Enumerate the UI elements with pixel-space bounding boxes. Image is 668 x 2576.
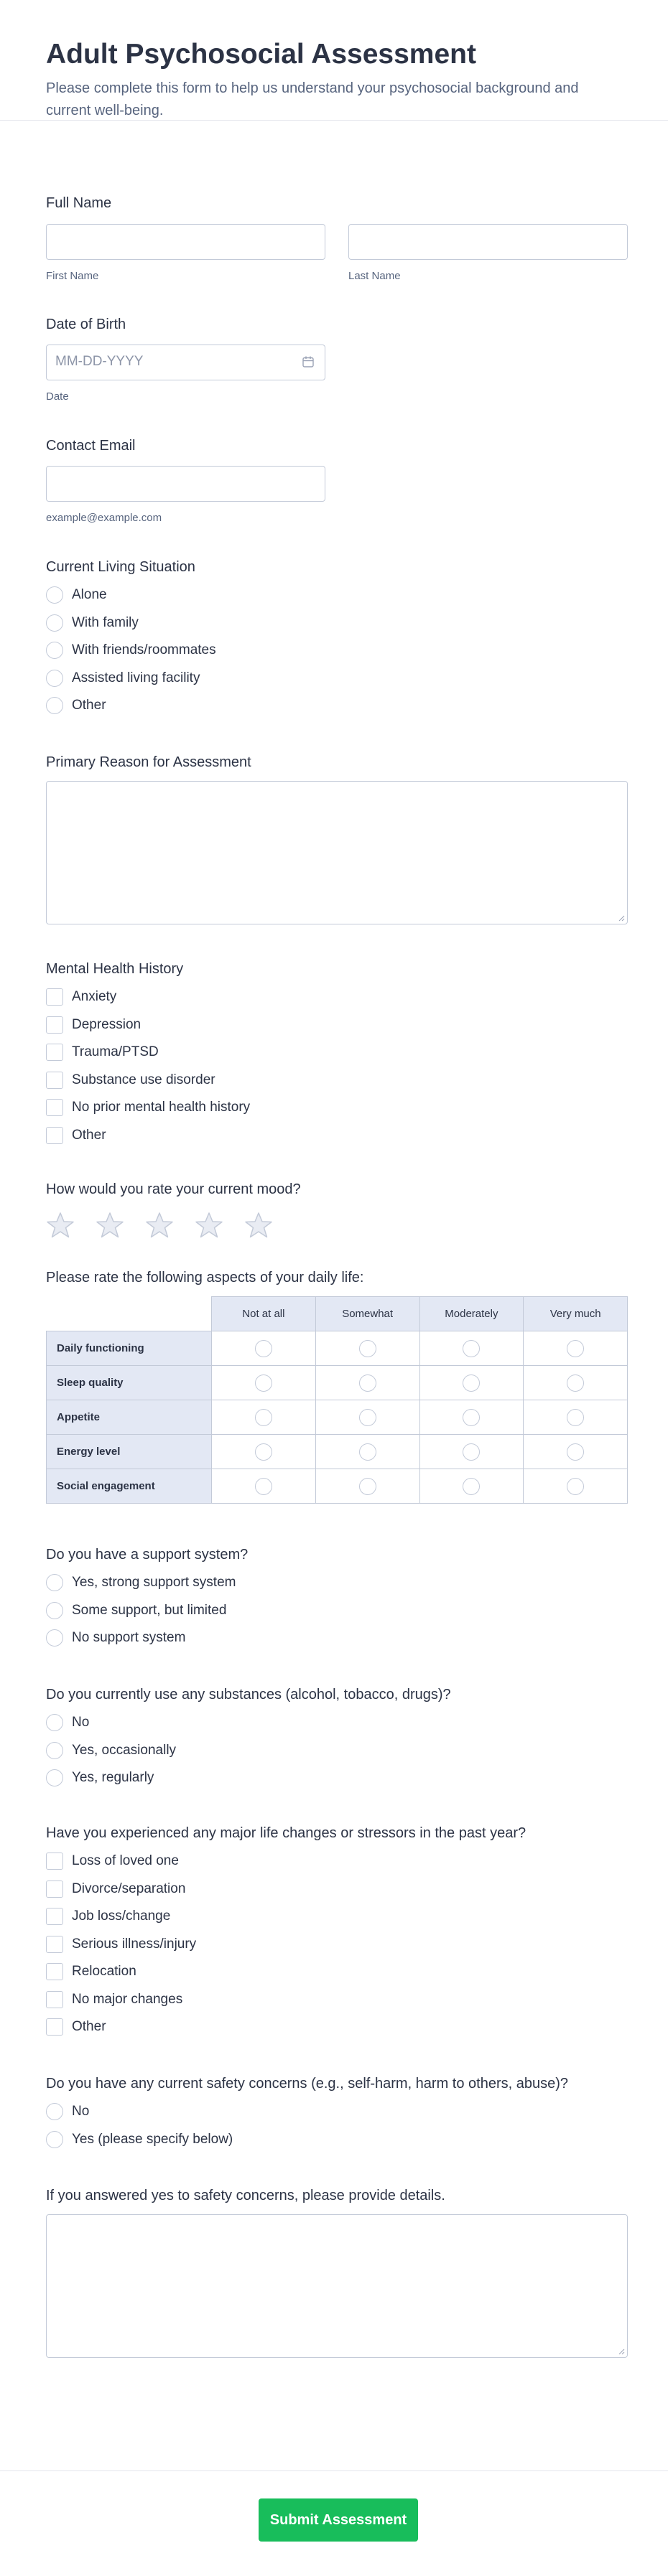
stressor-option-label: Relocation	[72, 1964, 136, 1979]
radio-button[interactable]	[567, 1409, 584, 1426]
matrix-row	[47, 1331, 628, 1366]
stressor-option-label: Other	[72, 2019, 106, 2034]
radio-button[interactable]	[567, 1478, 584, 1495]
reason-label: Primary Reason for Assessment	[46, 754, 251, 770]
checkbox[interactable]	[46, 1072, 63, 1089]
last-name-input[interactable]	[348, 224, 628, 260]
matrix-cell[interactable]	[315, 1366, 419, 1400]
radio-button[interactable]	[463, 1443, 480, 1461]
matrix-cell[interactable]	[315, 1435, 419, 1469]
substance-option-label: Yes, occasionally	[72, 1743, 177, 1758]
first-name-sublabel: First Name	[46, 270, 99, 282]
history-option[interactable]	[46, 1071, 215, 1090]
substance-option[interactable]	[46, 1769, 154, 1787]
radio-button[interactable]	[46, 586, 63, 604]
matrix-row-label: Sleep quality	[47, 1366, 212, 1400]
support-option[interactable]	[46, 1573, 236, 1592]
matrix-corner	[47, 1297, 212, 1331]
daily-life-matrix	[46, 1296, 628, 1504]
checkbox[interactable]	[46, 1881, 63, 1898]
safety-option-label: No	[72, 2104, 90, 2119]
safety-details-field	[46, 2187, 628, 2366]
calendar-icon[interactable]	[302, 355, 315, 368]
stressor-option-label: No major changes	[72, 1992, 183, 2007]
radio-button[interactable]	[255, 1443, 272, 1461]
matrix-cell[interactable]	[315, 1400, 419, 1435]
matrix-cell[interactable]	[524, 1400, 628, 1435]
last-name-sublabel: Last Name	[348, 270, 401, 282]
matrix-cell[interactable]	[212, 1400, 316, 1435]
radio-button[interactable]	[255, 1478, 272, 1495]
checkbox[interactable]	[46, 1016, 63, 1034]
history-option-label: Depression	[72, 1017, 142, 1032]
reason-textarea[interactable]	[46, 781, 628, 924]
checkbox[interactable]	[46, 1853, 63, 1870]
radio-button[interactable]	[46, 1574, 63, 1591]
support-system-label: Do you have a support system?	[46, 1547, 249, 1563]
stressor-option[interactable]	[46, 1935, 196, 1954]
safety-option-label: Yes (please specify below)	[72, 2132, 233, 2147]
matrix-cell[interactable]	[315, 1469, 419, 1504]
star-icon[interactable]	[145, 1211, 174, 1240]
substance-option-label: Yes, regularly	[72, 1770, 154, 1785]
resize-handle-icon[interactable]	[618, 914, 625, 922]
history-option-label: Substance use disorder	[72, 1072, 215, 1087]
history-option-label: Anxiety	[72, 989, 117, 1004]
matrix-cell[interactable]	[419, 1435, 524, 1469]
radio-button[interactable]	[359, 1443, 376, 1461]
matrix-cell[interactable]	[419, 1331, 524, 1366]
matrix-cell[interactable]	[315, 1331, 419, 1366]
mood-rating-label: How would you rate your current mood?	[46, 1181, 301, 1197]
resize-handle-icon[interactable]	[618, 2348, 625, 2355]
radio-button[interactable]	[463, 1409, 480, 1426]
substance-option-label: No	[72, 1715, 90, 1730]
history-option[interactable]	[46, 1098, 250, 1117]
radio-button[interactable]	[46, 1769, 63, 1786]
mental-health-history-field	[46, 960, 628, 1154]
living-option-label: Alone	[72, 587, 107, 602]
living-option[interactable]	[46, 696, 106, 715]
matrix-row	[47, 1400, 628, 1435]
matrix-cell[interactable]	[419, 1366, 524, 1400]
stressor-option[interactable]	[46, 1880, 185, 1898]
substance-option[interactable]	[46, 1713, 89, 1732]
radio-button[interactable]	[359, 1340, 376, 1357]
email-input[interactable]	[46, 466, 325, 502]
history-option-label: Trauma/PTSD	[72, 1044, 159, 1059]
daily-life-matrix-field	[46, 1269, 628, 1513]
matrix-column-header: Very much	[524, 1297, 628, 1331]
safety-details-label: If you answered yes to safety concerns, please provide details.	[46, 2188, 445, 2203]
dob-input[interactable]	[46, 345, 325, 380]
radio-button[interactable]	[255, 1409, 272, 1426]
living-situation-label: Current Living Situation	[46, 559, 195, 575]
living-option[interactable]	[46, 669, 200, 688]
matrix-row-label: Appetite	[47, 1400, 212, 1435]
form-header	[0, 0, 668, 121]
radio-button[interactable]	[463, 1374, 480, 1392]
matrix-header-row	[47, 1297, 628, 1331]
support-option-label: Some support, but limited	[72, 1603, 227, 1618]
matrix-cell[interactable]	[212, 1469, 316, 1504]
safety-concerns-field	[46, 2075, 628, 2147]
dob-field	[46, 316, 628, 409]
radio-button[interactable]	[567, 1374, 584, 1392]
matrix-row-label: Social engagement	[47, 1469, 212, 1504]
form-description: Please complete this form to help us understand your psychosocial background and current well-being.	[46, 80, 579, 118]
radio-button[interactable]	[46, 670, 63, 687]
stressor-option-label: Serious illness/injury	[72, 1936, 197, 1952]
reason-field	[46, 754, 628, 933]
matrix-cell[interactable]	[212, 1435, 316, 1469]
stressor-option-label: Job loss/change	[72, 1908, 171, 1924]
checkbox[interactable]	[46, 1963, 63, 1980]
radio-button[interactable]	[46, 2103, 63, 2120]
safety-option[interactable]	[46, 2130, 233, 2149]
checkbox[interactable]	[46, 2018, 63, 2036]
matrix-cell[interactable]	[524, 1366, 628, 1400]
matrix-row	[47, 1469, 628, 1504]
matrix-cell[interactable]	[419, 1469, 524, 1504]
first-name-input[interactable]	[46, 224, 325, 260]
checkbox[interactable]	[46, 1044, 63, 1061]
matrix-row-label: Daily functioning	[47, 1331, 212, 1366]
email-sublabel: example@example.com	[46, 512, 162, 524]
mental-health-history-label: Mental Health History	[46, 961, 184, 977]
matrix-row	[47, 1435, 628, 1469]
substance-option[interactable]	[46, 1741, 176, 1760]
living-option-label: Other	[72, 698, 106, 713]
email-field	[46, 437, 628, 530]
matrix-column-header: Somewhat	[315, 1297, 419, 1331]
matrix-cell[interactable]	[212, 1331, 316, 1366]
matrix-cell[interactable]	[419, 1400, 524, 1435]
history-option[interactable]	[46, 1126, 106, 1145]
stressor-option-label: Loss of loved one	[72, 1853, 179, 1868]
matrix-cell[interactable]	[524, 1331, 628, 1366]
star-icon[interactable]	[46, 1211, 75, 1240]
checkbox[interactable]	[46, 1908, 63, 1925]
matrix-cell[interactable]	[524, 1435, 628, 1469]
mood-rating-field	[46, 1181, 628, 1245]
form-footer	[0, 2470, 668, 2576]
matrix-cell[interactable]	[212, 1366, 316, 1400]
safety-option[interactable]	[46, 2102, 89, 2121]
checkbox[interactable]	[46, 1099, 63, 1116]
radio-button[interactable]	[463, 1478, 480, 1495]
safety-concerns-label: Do you have any current safety concerns (e.g., self-harm, harm to others, abuse)?	[46, 2076, 569, 2092]
radio-button[interactable]	[46, 1602, 63, 1619]
star-rating	[46, 1211, 294, 1240]
stressor-option[interactable]	[46, 1962, 136, 1981]
daily-life-label: Please rate the following aspects of your daily life:	[46, 1270, 364, 1285]
support-option[interactable]	[46, 1629, 185, 1647]
support-option-label: No support system	[72, 1630, 186, 1645]
matrix-column-header: Not at all	[212, 1297, 316, 1331]
safety-details-textarea[interactable]	[46, 2214, 628, 2358]
checkbox[interactable]	[46, 1936, 63, 1953]
living-option[interactable]	[46, 586, 107, 604]
radio-button[interactable]	[46, 642, 63, 659]
star-icon[interactable]	[96, 1211, 124, 1240]
substance-use-label: Do you currently use any substances (alcohol, tobacco, drugs)?	[46, 1687, 451, 1702]
full-name-label: Full Name	[46, 195, 112, 211]
checkbox[interactable]	[46, 1991, 63, 2008]
support-system-field	[46, 1546, 628, 1647]
living-option-label: Assisted living facility	[72, 670, 200, 685]
email-label: Contact Email	[46, 438, 136, 454]
radio-button[interactable]	[46, 614, 63, 632]
radio-button[interactable]	[359, 1409, 376, 1426]
radio-button[interactable]	[255, 1374, 272, 1392]
support-option-label: Yes, strong support system	[72, 1575, 236, 1590]
dob-placeholder: MM-DD-YYYY	[55, 354, 144, 369]
form-title: Adult Psychosocial Assessment	[46, 39, 476, 70]
living-option[interactable]	[46, 614, 139, 632]
history-option-label: Other	[72, 1128, 106, 1143]
matrix-column-header: Moderately	[419, 1297, 524, 1331]
checkbox[interactable]	[46, 988, 63, 1006]
living-option-label: With family	[72, 615, 139, 630]
radio-button[interactable]	[567, 1340, 584, 1357]
submit-button[interactable]: Submit Assessment	[259, 2498, 418, 2542]
dob-label: Date of Birth	[46, 317, 126, 332]
radio-button[interactable]	[359, 1374, 376, 1392]
history-option[interactable]	[46, 1016, 141, 1034]
support-option[interactable]	[46, 1601, 226, 1620]
radio-button[interactable]	[255, 1340, 272, 1357]
dob-sublabel: Date	[46, 390, 69, 403]
radio-button[interactable]	[46, 1742, 63, 1759]
history-option[interactable]	[46, 988, 116, 1006]
stressors-field	[46, 1825, 628, 2040]
radio-button[interactable]	[46, 1629, 63, 1647]
stressor-option[interactable]	[46, 1990, 182, 2009]
star-icon[interactable]	[244, 1211, 273, 1240]
stressors-label: Have you experienced any major life changes or stressors in the past year?	[46, 1825, 526, 1841]
radio-button[interactable]	[46, 1714, 63, 1731]
matrix-row	[47, 1366, 628, 1400]
stressor-option[interactable]	[46, 2018, 106, 2036]
history-option[interactable]	[46, 1043, 159, 1062]
matrix-row-label: Energy level	[47, 1435, 212, 1469]
living-option[interactable]	[46, 641, 216, 660]
matrix-cell[interactable]	[524, 1469, 628, 1504]
stressor-option-label: Divorce/separation	[72, 1881, 186, 1896]
living-situation-field	[46, 558, 628, 716]
radio-button[interactable]	[46, 697, 63, 714]
stressor-option[interactable]	[46, 1852, 179, 1870]
stressor-option[interactable]	[46, 1907, 170, 1926]
full-name-field	[46, 195, 628, 288]
history-option-label: No prior mental health history	[72, 1100, 251, 1115]
radio-button[interactable]	[359, 1478, 376, 1495]
radio-button[interactable]	[567, 1443, 584, 1461]
radio-button[interactable]	[463, 1340, 480, 1357]
living-option-label: With friends/roommates	[72, 642, 216, 657]
substance-use-field	[46, 1686, 628, 1786]
star-icon[interactable]	[195, 1211, 223, 1240]
radio-button[interactable]	[46, 2131, 63, 2148]
checkbox[interactable]	[46, 1127, 63, 1144]
